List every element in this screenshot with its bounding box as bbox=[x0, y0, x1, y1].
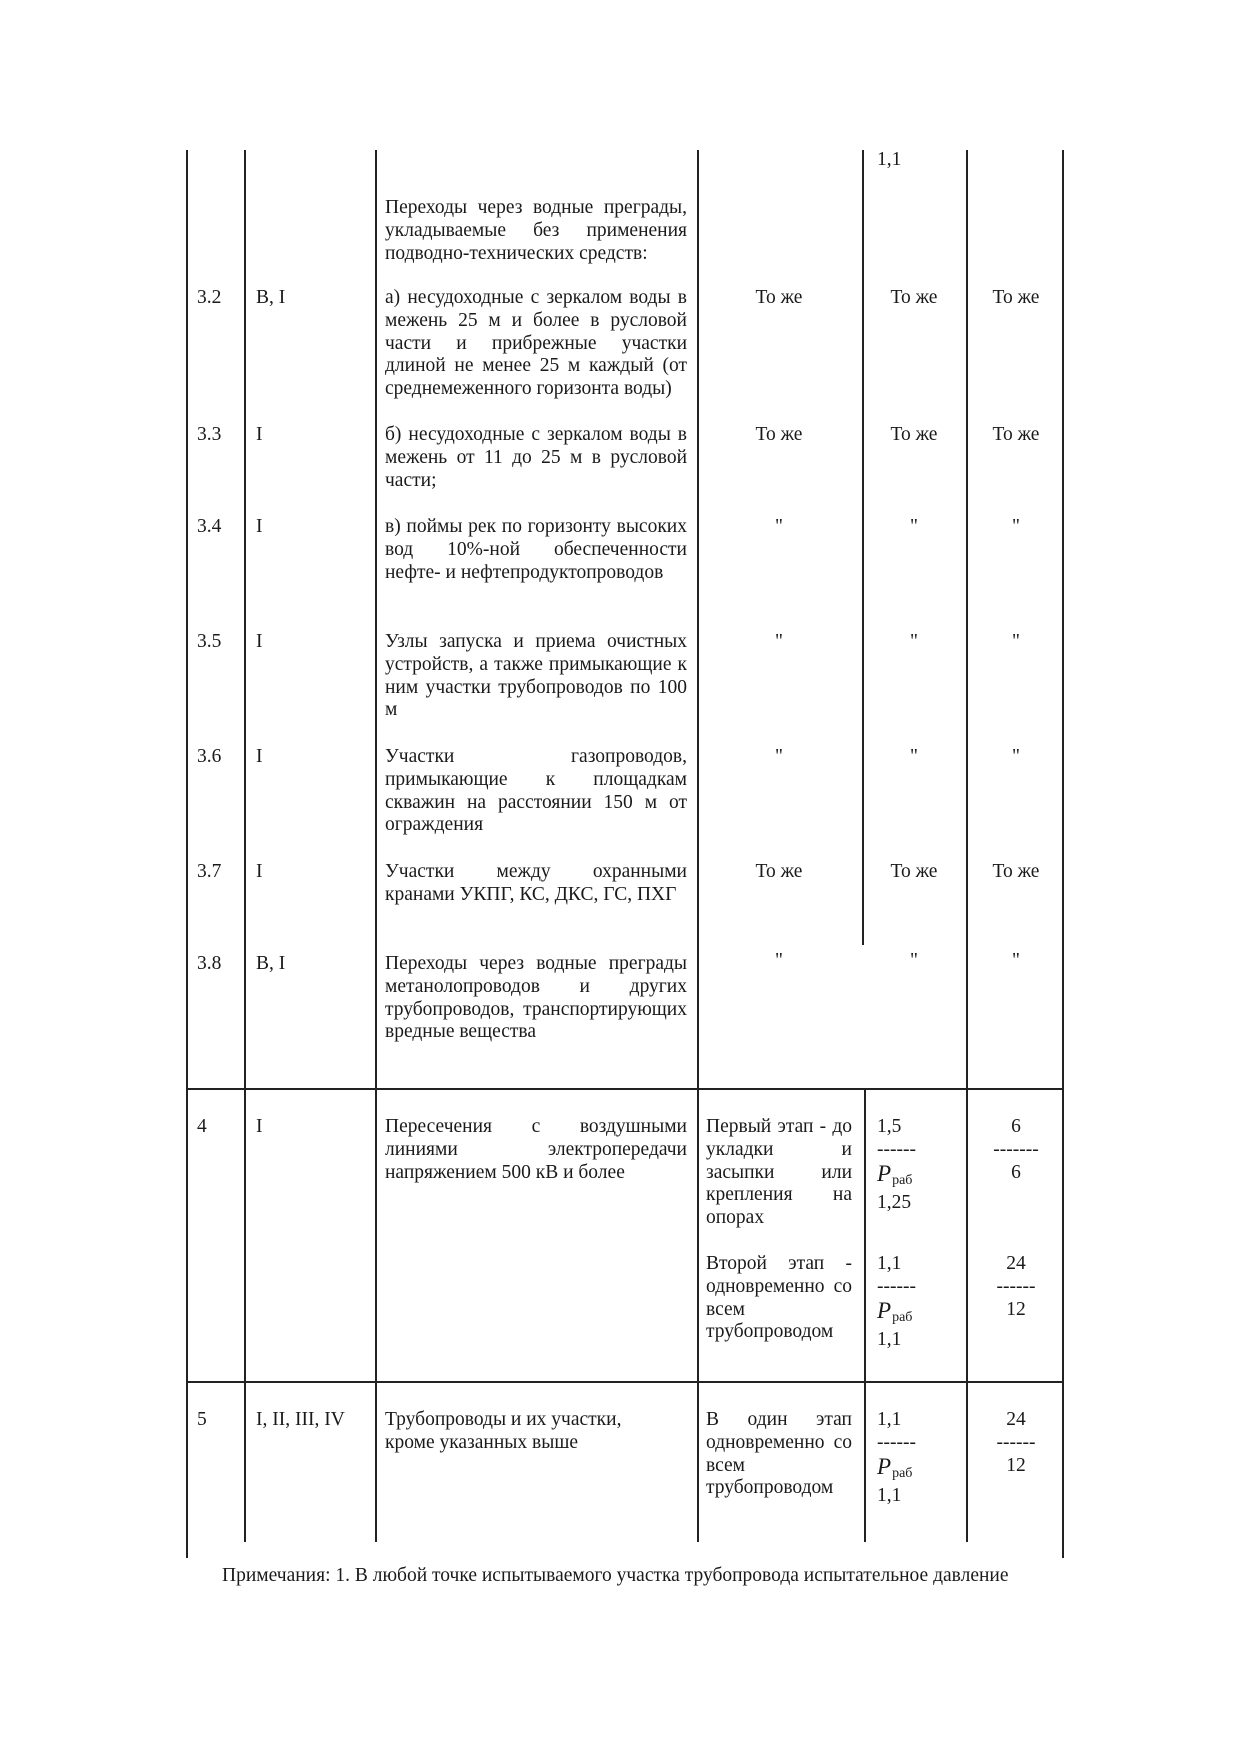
pressure-symbol: Pраб bbox=[877, 1297, 913, 1325]
row-3-6-description: Участки газопроводов, примыкающие к площадкам скважин на расстоянии 150 м от ограждения bbox=[385, 746, 687, 836]
duration-fraction-dash: ------ bbox=[996, 1275, 1036, 1297]
table-border-col5b bbox=[864, 1090, 866, 1542]
row-3-4-pressure: " bbox=[910, 516, 918, 537]
row-3-3-duration: То же bbox=[992, 424, 1040, 445]
row-4-duration-first bbox=[968, 1116, 1064, 1184]
row-3-8-pressure: " bbox=[910, 950, 918, 971]
row-4-category: I bbox=[256, 1116, 263, 1137]
row-3-8-category: В, I bbox=[256, 953, 286, 974]
carry-over-pressure: 1,1 bbox=[877, 149, 902, 170]
row-3-2-pressure: То же bbox=[890, 287, 938, 308]
row-5-pressure bbox=[877, 1409, 967, 1508]
row-3-5-description: Узлы запуска и приема очистных устройств, а также примыкающие к ним участки трубопроводов по 100 м bbox=[385, 631, 687, 721]
row-3-7-pressure: То же bbox=[890, 861, 938, 882]
row-3-8-stage: " bbox=[775, 950, 783, 971]
duration-denominator: 6 bbox=[1011, 1161, 1021, 1183]
row-3-5-duration: " bbox=[1012, 631, 1020, 652]
row-3-7-category: I bbox=[256, 861, 263, 882]
duration-fraction-dash: ------- bbox=[993, 1138, 1039, 1160]
row-4-pressure-first bbox=[877, 1116, 967, 1215]
row-3-2-description: а) несудоходные с зеркалом воды в межень 25 м и более в русловой части и прибрежные участки длиной не менее 25 м каждый (от среднемеженного горизонта воды) bbox=[385, 287, 687, 400]
row-divider-4-bottom bbox=[186, 1381, 1064, 1383]
row-5-stage: В один этап одновременно со всем трубопроводом bbox=[706, 1409, 852, 1499]
row-4-stage-first: Первый этап - до укладки и засыпки или крепления на опорах bbox=[706, 1116, 852, 1229]
row-3-4-number: 3.4 bbox=[197, 516, 222, 537]
row-3-2-stage: То же bbox=[755, 287, 803, 308]
row-4-number: 4 bbox=[197, 1116, 207, 1137]
pressure-numerator: 1,1 bbox=[877, 1253, 902, 1274]
row-3-7-description: Участки между охранными кранами УКПГ, КС, ДКС, ГС, ПХГ bbox=[385, 861, 687, 905]
row-3-8-number: 3.8 bbox=[197, 953, 222, 974]
table-border-col5a bbox=[862, 150, 864, 945]
row-3-4-category: I bbox=[256, 516, 263, 537]
row-4-stage-second: Второй этап - одновременно со всем трубопроводом bbox=[706, 1253, 852, 1343]
row-4-description: Пересечения с воздушными линиями электропередачи напряжением 500 кВ и более bbox=[385, 1116, 687, 1183]
row-3-3-number: 3.3 bbox=[197, 424, 222, 445]
pressure-fraction-dash: ------ bbox=[877, 1431, 916, 1453]
table-border-right bbox=[1062, 150, 1064, 1558]
duration-numerator: 6 bbox=[1011, 1116, 1021, 1137]
row-3-6-category: I bbox=[256, 746, 263, 767]
duration-denominator: 12 bbox=[1006, 1298, 1026, 1320]
duration-numerator: 24 bbox=[1006, 1409, 1026, 1430]
row-3-7-stage: То же bbox=[755, 861, 803, 882]
row-3-2-duration: То же bbox=[992, 287, 1040, 308]
table-border-left bbox=[186, 150, 188, 1558]
row-5-number: 5 bbox=[197, 1409, 207, 1430]
pressure-symbol: Pраб bbox=[877, 1160, 913, 1188]
row-3-5-number: 3.5 bbox=[197, 631, 222, 652]
row-3-2-category: В, I bbox=[256, 287, 286, 308]
row-3-7-number: 3.7 bbox=[197, 861, 222, 882]
row-3-5-category: I bbox=[256, 631, 263, 652]
row-3-6-stage: " bbox=[775, 746, 783, 767]
row-3-6-pressure: " bbox=[910, 746, 918, 767]
row-divider-3-8-bottom bbox=[186, 1088, 1064, 1090]
row-3-5-pressure: " bbox=[910, 631, 918, 652]
table-border-col2 bbox=[244, 150, 246, 1542]
notes-text: Примечания: 1. В любой точке испытываемого участка трубопровода испытательное давление bbox=[222, 1565, 1009, 1586]
pressure-denominator: 1,1 bbox=[877, 1329, 902, 1351]
pressure-fraction-dash: ------ bbox=[877, 1138, 916, 1160]
row-3-6-number: 3.6 bbox=[197, 746, 222, 767]
row-3-2-number: 3.2 bbox=[197, 287, 222, 308]
duration-numerator: 24 bbox=[1006, 1253, 1026, 1274]
row-3-3-stage: То же bbox=[755, 424, 803, 445]
row-3-3-pressure: То же bbox=[890, 424, 938, 445]
row-3-5-stage: " bbox=[775, 631, 783, 652]
row-3-4-description: в) поймы рек по горизонту высоких вод 10%-ной обеспеченности нефте- и нефтепродуктопроводов bbox=[385, 516, 687, 583]
row-4-duration-second bbox=[968, 1253, 1064, 1321]
row-3-4-stage: " bbox=[775, 516, 783, 537]
pressure-symbol: Pраб bbox=[877, 1453, 913, 1481]
table-border-col3 bbox=[375, 150, 377, 1542]
duration-fraction-dash: ------ bbox=[996, 1431, 1036, 1453]
pressure-numerator: 1,5 bbox=[877, 1116, 902, 1137]
pressure-fraction-dash: ------ bbox=[877, 1275, 916, 1297]
pressure-denominator: 1,1 bbox=[877, 1485, 902, 1507]
row-intro-description: Переходы через водные преграды, укладываемые без применения подводно-технических средств: bbox=[385, 197, 687, 264]
row-3-6-duration: " bbox=[1012, 746, 1020, 767]
row-3-7-duration: То же bbox=[992, 861, 1040, 882]
row-3-8-duration: " bbox=[1012, 950, 1020, 971]
duration-denominator: 12 bbox=[1006, 1454, 1026, 1476]
row-3-8-description: Переходы через водные преграды метанолопроводов и других трубопроводов, транспортирующих вредные вещества bbox=[385, 953, 687, 1043]
row-5-description: Трубопроводы и их участки, кроме указанных выше bbox=[385, 1409, 622, 1453]
row-4-pressure-second bbox=[877, 1253, 967, 1352]
row-5-duration bbox=[968, 1409, 1064, 1477]
row-3-4-duration: " bbox=[1012, 516, 1020, 537]
row-3-3-category: I bbox=[256, 424, 263, 445]
row-3-3-description: б) несудоходные с зеркалом воды в межень от 11 до 25 м в русловой части; bbox=[385, 424, 687, 491]
pressure-numerator: 1,1 bbox=[877, 1409, 902, 1430]
pressure-denominator: 1,25 bbox=[877, 1192, 912, 1214]
table-border-col4 bbox=[697, 150, 699, 1542]
row-5-category: I, II, III, IV bbox=[256, 1409, 345, 1430]
